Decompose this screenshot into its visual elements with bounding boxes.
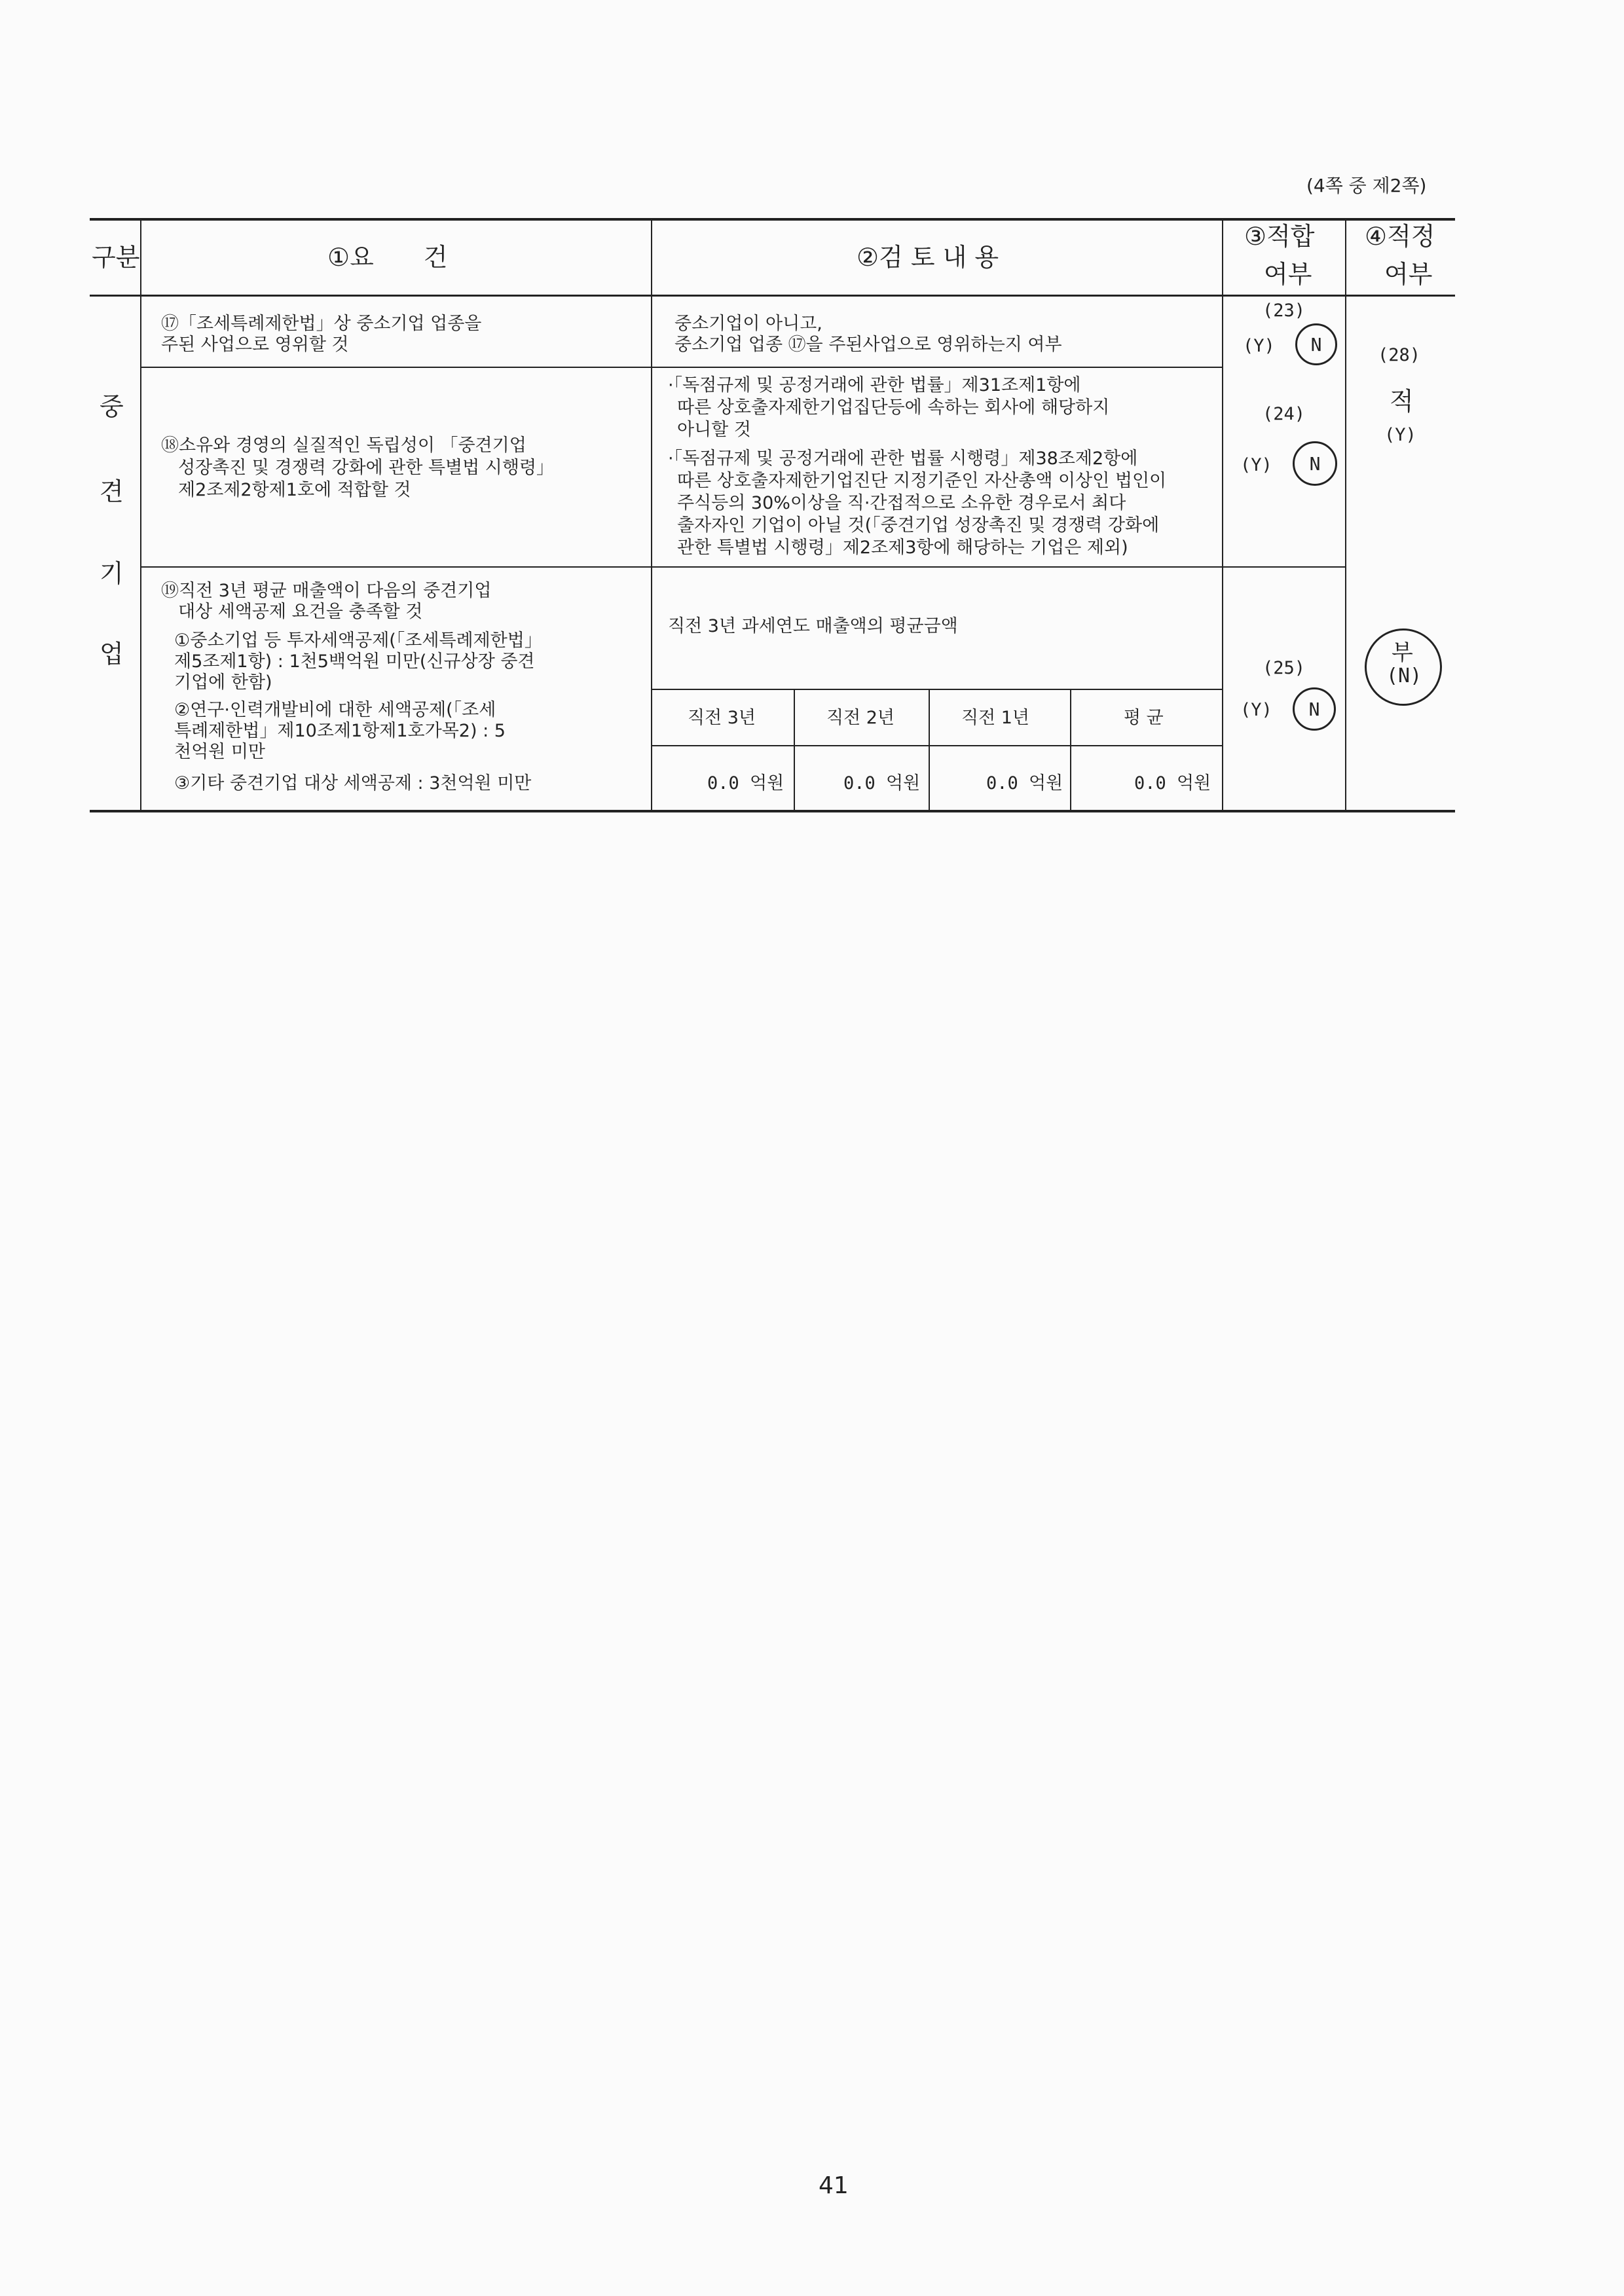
inner-col-1 bbox=[794, 689, 795, 811]
final-y: (Y) bbox=[1384, 425, 1416, 445]
row3-number: (25) bbox=[1263, 658, 1306, 678]
row2-review-line3: 아니할 것 bbox=[677, 420, 751, 440]
row2-review-line4: ·「독점규제 및 공정거래에 관한 법률 시행령」제38조제2항에 bbox=[668, 448, 1138, 469]
header-bottom-border bbox=[90, 295, 1455, 297]
row3-value-1: 0.0 억원 bbox=[707, 773, 784, 793]
final-stamp-bottom: (N) bbox=[1386, 665, 1422, 687]
row3-review-title: 직전 3년 과세연도 매출액의 평균금액 bbox=[668, 616, 958, 636]
row3-n-circle: N bbox=[1293, 687, 1336, 731]
row3-col-header-4: 평 균 bbox=[1124, 708, 1164, 728]
row-separator-1 bbox=[141, 367, 1223, 368]
header-category: 구분 bbox=[92, 243, 140, 272]
header-final-line2: 여부 bbox=[1384, 260, 1433, 289]
col-line-requirement bbox=[651, 219, 652, 811]
inner-separator-a bbox=[652, 689, 1223, 690]
category-char-2: 견 bbox=[100, 477, 124, 506]
category-char-3: 기 bbox=[100, 559, 124, 588]
row2-y: (Y) bbox=[1240, 455, 1272, 475]
row2-req-line3: 제2조제2항제1호에 적합할 것 bbox=[178, 480, 411, 500]
row3-col-header-2: 직전 2년 bbox=[826, 708, 895, 728]
row3-value-3: 0.0 억원 bbox=[986, 773, 1063, 793]
row2-number: (24) bbox=[1263, 404, 1306, 424]
category-char-1: 중 bbox=[100, 392, 124, 421]
header-review: ②검 토 내 용 bbox=[857, 243, 999, 272]
row1-review-line2: 중소기업 업종 ⑰을 주된사업으로 영위하는지 여부 bbox=[674, 335, 1062, 355]
row1-review-line1: 중소기업이 아니고, bbox=[674, 314, 822, 334]
row1-y: (Y) bbox=[1243, 336, 1275, 356]
table-bottom-border bbox=[90, 810, 1455, 812]
row2-review-line6: 주식등의 30%이상을 직·간접적으로 소유한 경우로서 최다 bbox=[677, 493, 1126, 513]
row2-review-line8: 관한 특별법 시행령」제2조제3항에 해당하는 기업은 제외) bbox=[677, 538, 1128, 558]
row1-req-line1: ⑰「조세특례제한법」상 중소기업 업종을 bbox=[161, 314, 482, 334]
header-fit-line1: ③적합 bbox=[1244, 222, 1315, 251]
row1-n-circle: N bbox=[1295, 323, 1337, 365]
col-line-category bbox=[140, 219, 141, 811]
header-fit-line2: 여부 bbox=[1264, 260, 1312, 289]
row3-y: (Y) bbox=[1240, 700, 1272, 720]
row2-req-line2: 성장촉진 및 경쟁력 강화에 관한 특별법 시행령」 bbox=[178, 458, 555, 478]
row3-col-header-3: 직전 1년 bbox=[961, 708, 1030, 728]
table-top-border bbox=[90, 218, 1455, 221]
header-final-line1: ④적정 bbox=[1365, 222, 1435, 251]
row2-review-line2: 따른 상호출자제한기업집단등에 속하는 회사에 해당하지 bbox=[677, 397, 1110, 418]
page-number: 41 bbox=[819, 2172, 849, 2199]
row2-review-line7: 출자자인 기업이 아닐 것(「중견기업 성장촉진 및 경쟁력 강화에 bbox=[677, 515, 1160, 536]
col-line-fit bbox=[1345, 219, 1346, 811]
page-indicator: (4쪽 중 제2쪽) bbox=[1306, 175, 1427, 196]
header-requirement: ①요 건 bbox=[327, 243, 448, 272]
row3-req-line8: 천억원 미만 bbox=[174, 742, 265, 762]
row3-req-line3: ①중소기업 등 투자세액공제(「조세특례제한법」 bbox=[174, 630, 542, 651]
row2-review-line1: ·「독점규제 및 공정거래에 관한 법률」제31조제1항에 bbox=[668, 375, 1081, 395]
category-char-4: 업 bbox=[100, 640, 124, 668]
row1-req-line2: 주된 사업으로 영위할 것 bbox=[161, 335, 349, 355]
final-number: (28) bbox=[1378, 345, 1421, 365]
final-label: 적 bbox=[1390, 387, 1414, 416]
row3-req-line5: 기업에 한함) bbox=[174, 672, 272, 693]
final-stamp-top: 부 bbox=[1392, 640, 1413, 666]
row2-req-line1: ⑱소유와 경영의 실질적인 독립성이 「중견기업 bbox=[161, 435, 526, 456]
row2-review-line5: 따른 상호출자제한기업진단 지정기준인 자산총액 이상인 법인이 bbox=[677, 471, 1167, 491]
row1-number: (23) bbox=[1263, 301, 1306, 321]
row2-n-circle: N bbox=[1293, 441, 1337, 486]
inner-col-2 bbox=[929, 689, 930, 811]
row3-req-line9: ③기타 중견기업 대상 세액공제 : 3천억원 미만 bbox=[174, 773, 532, 793]
row3-col-header-1: 직전 3년 bbox=[688, 708, 756, 728]
row3-req-line1: ⑲직전 3년 평균 매출액이 다음의 중견기업 bbox=[161, 581, 492, 601]
row3-value-2: 0.0 억원 bbox=[843, 773, 921, 793]
row3-req-line4: 제5조제1항) : 1천5백억원 미만(신규상장 중견 bbox=[174, 651, 535, 672]
row3-req-line6: ②연구·인력개발비에 대한 세액공제(「조세 bbox=[174, 700, 496, 720]
row3-req-line7: 특례제한법」제10조제1항제1호가목2) : 5 bbox=[174, 721, 506, 741]
row3-req-line2: 대상 세액공제 요건을 충족할 것 bbox=[178, 602, 423, 622]
row3-value-4: 0.0 억원 bbox=[1134, 773, 1211, 793]
inner-separator-b bbox=[652, 745, 1223, 746]
final-stamp-circle bbox=[1365, 629, 1442, 706]
row-separator-2 bbox=[141, 566, 1346, 568]
inner-col-3 bbox=[1070, 689, 1071, 811]
col-line-review bbox=[1222, 219, 1223, 811]
